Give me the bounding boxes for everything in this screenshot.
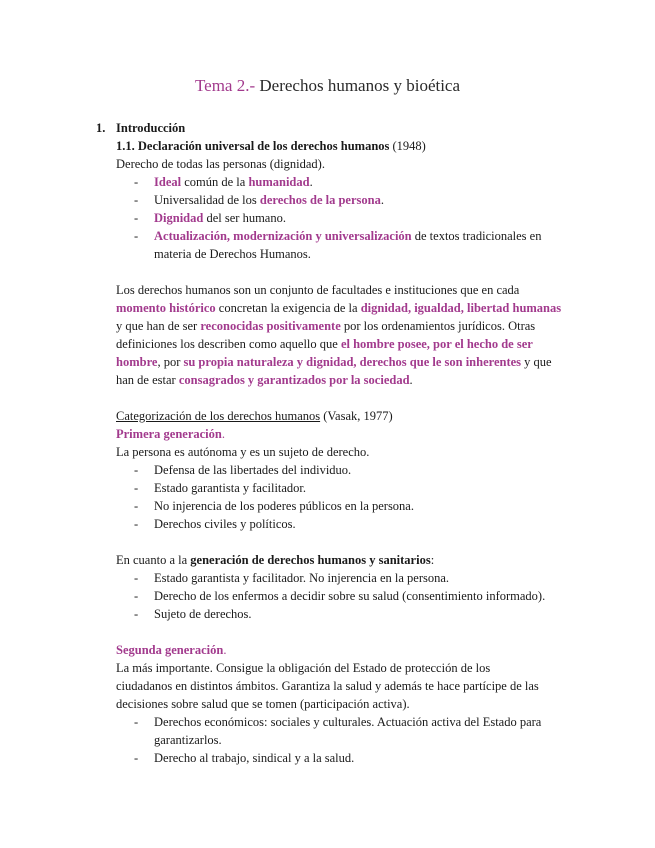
item-text: de textos tradicionales en [411, 229, 542, 243]
subsection-heading-1-1 [116, 137, 426, 155]
list-item [154, 227, 584, 263]
highlight-term: reconocidas positivamente [200, 319, 341, 333]
paragraph-line: Los derechos humanos son un conjunto de facultades e instituciones que en cada [116, 283, 520, 297]
item-text: garantizarlos. [154, 733, 222, 747]
item-text: común de la [181, 175, 249, 189]
subsection-label: 1.1. Declaración universal de los derechos humanos [116, 139, 390, 153]
section-label: Introducción [116, 121, 186, 135]
highlight-term: momento histórico [116, 301, 216, 315]
bullet-dash: - [134, 517, 139, 531]
paragraph-line [116, 299, 578, 317]
highlight-term: Dignidad [154, 211, 204, 225]
highlight-term: consagrados y garantizados por la sociedad [178, 373, 410, 387]
list-item [154, 209, 286, 227]
list-item: Defensa de las libertades del individuo. [154, 463, 352, 477]
highlight-term: derechos de la persona [259, 193, 381, 207]
bullet-dash: - [134, 751, 139, 765]
paragraph-line: decisiones sobre salud que se tomen (participación activa). [116, 697, 410, 711]
list-item: Derechos civiles y políticos. [154, 517, 296, 531]
list-item: Derecho de los enfermos a decidir sobre su salud (consentimiento informado). [154, 589, 546, 603]
paragraph-line [116, 335, 578, 353]
first-generation-heading [116, 425, 225, 443]
paragraph-line [116, 371, 578, 389]
categorization-label: Categorización de los derechos humanos [116, 409, 321, 423]
bullet-dash: - [134, 463, 139, 477]
item-text: . [380, 193, 384, 207]
intro-line: Derecho de todas las personas (dignidad). [116, 157, 325, 171]
text-run: En cuanto a la [116, 553, 191, 567]
highlight-term: su propia naturaleza y dignidad, derechos que le son inherentes [183, 355, 522, 369]
bullet-dash: - [134, 211, 139, 225]
categorization-heading [116, 407, 393, 425]
generation-dot: . [221, 427, 225, 441]
paragraph-line: La más importante. Consigue la obligación del Estado de protección de los [116, 661, 491, 675]
title-prefix: Tema 2.- [194, 76, 256, 95]
text-run: por los ordenamientos jurídicos. Otras [340, 319, 536, 333]
paragraph-line [116, 353, 578, 371]
text-run: han de estar [116, 373, 179, 387]
paragraph-line [116, 317, 578, 335]
highlight-term: dignidad, igualdad, libertad humanas [360, 301, 562, 315]
bullet-dash: - [134, 715, 139, 729]
text-run: y que [521, 355, 552, 369]
text-run: : [430, 553, 435, 567]
text-run: , por [157, 355, 184, 369]
bullet-dash: - [134, 571, 139, 585]
section-number: 1. [96, 121, 106, 135]
second-generation-heading [116, 641, 226, 659]
second-generation-paragraph [116, 659, 578, 713]
list-item [154, 173, 313, 191]
item-text: Universalidad de los [154, 193, 260, 207]
list-item: Estado garantista y facilitador. No injerencia en la persona. [154, 571, 450, 585]
highlight-term: Ideal [154, 175, 182, 189]
bullet-dash: - [134, 193, 139, 207]
text-run: . [409, 373, 413, 387]
list-item: Derecho al trabajo, sindical y a la salud. [154, 751, 355, 765]
list-item [154, 191, 384, 209]
generation-label: Primera generación [116, 427, 222, 441]
highlight-term: el hombre posee, por el hecho de ser [340, 337, 533, 351]
bullet-dash: - [134, 499, 139, 513]
text-run: concretan la exigencia de la [215, 301, 361, 315]
item-text: del ser humano. [203, 211, 286, 225]
list-item: Estado garantista y facilitador. [154, 481, 307, 495]
list-item [154, 713, 584, 749]
list-item: No injerencia de los poderes públicos en la persona. [154, 499, 414, 513]
text-run: definiciones los describen como aquello que [116, 337, 341, 351]
list-item: Sujeto de derechos. [154, 607, 252, 621]
text-run: y que han de ser [116, 319, 201, 333]
highlight-term: hombre [116, 355, 158, 369]
item-text: Derechos económicos: sociales y culturales. Actuación activa del Estado para [154, 715, 542, 729]
subsection-year: (1948) [389, 139, 426, 153]
bullet-dash: - [134, 229, 139, 243]
highlight-term: Actualización, modernización y universalización [154, 229, 412, 243]
bullet-dash: - [134, 607, 139, 621]
generation-label: Segunda generación [116, 643, 224, 657]
generation-dot: . [223, 643, 227, 657]
item-text: . [309, 175, 313, 189]
paragraph-line: ciudadanos en distintos ámbitos. Garantiza la salud y además te hace partícipe de las [116, 679, 539, 693]
item-text: materia de Derechos Humanos. [154, 247, 311, 261]
sanitary-intro [116, 551, 434, 569]
bullet-dash: - [134, 481, 139, 495]
highlight-term: humanidad [248, 175, 310, 189]
title-text: Derechos humanos y bioética [255, 76, 461, 95]
page-title [0, 76, 655, 96]
first-generation-desc: La persona es autónoma y es un sujeto de derecho. [116, 445, 370, 459]
paragraph-definition [116, 281, 578, 389]
categorization-ref: (Vasak, 1977) [320, 409, 393, 423]
bold-term: generación de derechos humanos y sanitarios [190, 553, 431, 567]
section-heading-1 [96, 119, 185, 137]
bullet-dash: - [134, 589, 139, 603]
bullet-dash: - [134, 175, 139, 189]
